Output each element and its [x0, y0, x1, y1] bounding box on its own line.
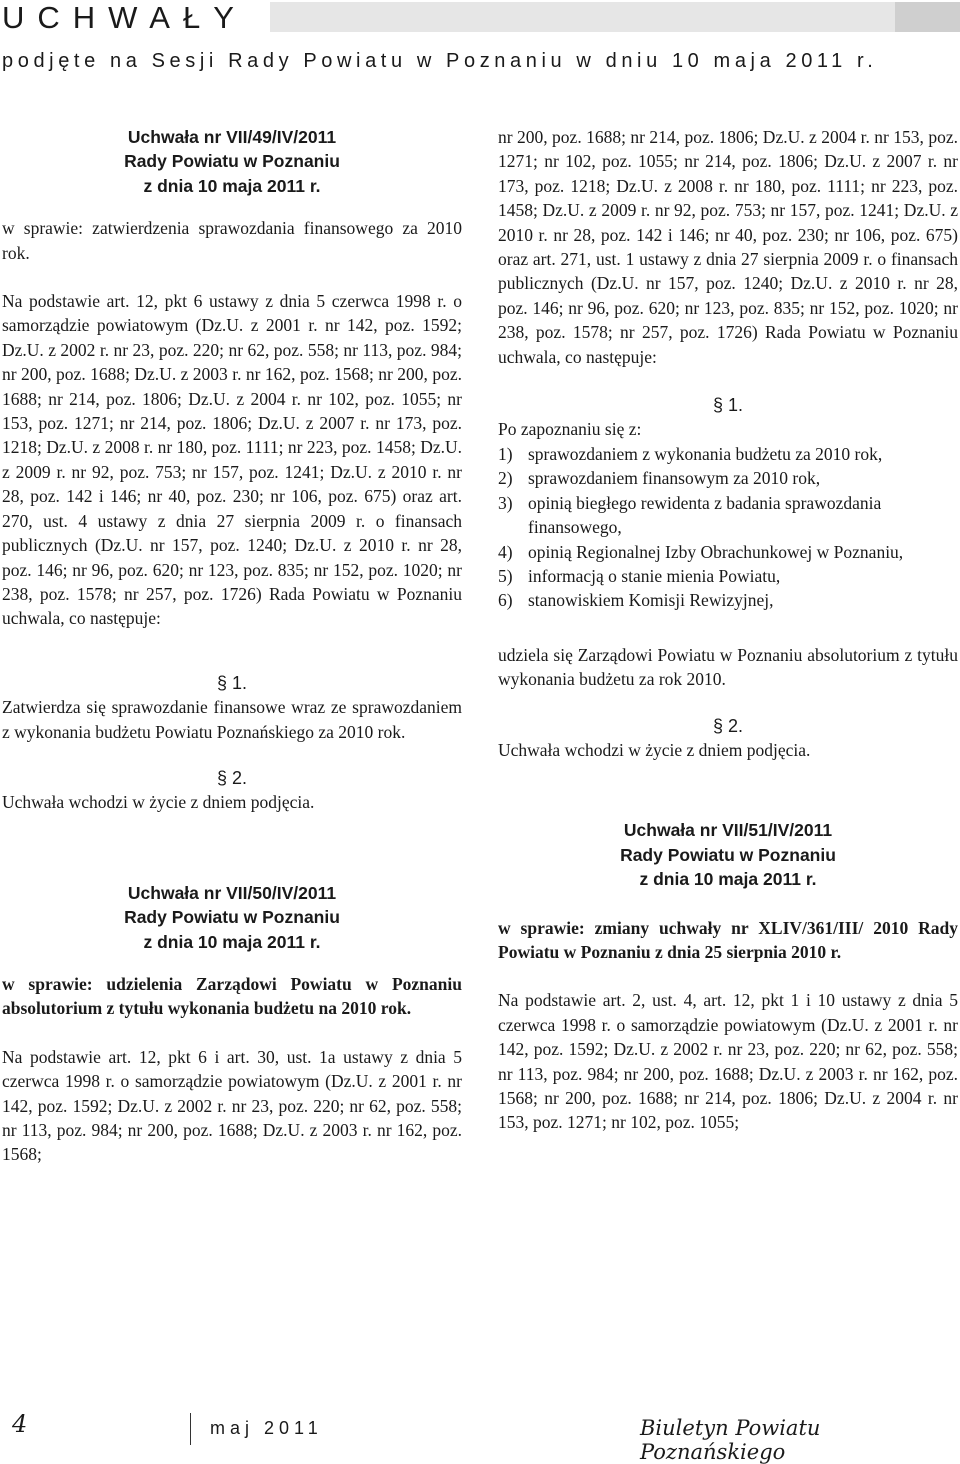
resolution-heading: z dnia 10 maja 2011 r. [143, 931, 321, 952]
legal-basis-continued: nr 200, poz. 1688; nr 214, poz. 1806; Dz.U. z 2004 r. nr 153, poz. 1271; nr 102, poz. 1055; nr 214, poz. 1806; Dz.U. z 2007 r. nr 173, poz. 1218; Dz.U. z 2008 r. nr 180, poz. 1111; nr 223, poz. 1458; Dz.U. z 2009 r. nr 92, poz. 753; nr 157, poz. 1241; Dz.U. z 2010 r. nr 28, poz. 142 i 146; nr 40, poz. 230; nr 106, poz. 675) oraz art. 271, ust. 1 ustawy z dnia 27 sierpnia 2009 r. o finansach publicznych (Dz.U. nr 157, poz. 1240; Dz.U. z 2010 r. nr 28, poz. 146; nr 96, poz. 620; nr 123, poz. 835; nr 152, poz. 1020; nr 238, poz. 1578; nr 257, poz. 1726) Rada Powiatu w Poznaniu uchwala, co następuje: [498, 127, 958, 367]
section-text: Zatwierdza się sprawozdanie finansowe wraz ze sprawozdaniem z wykonania budżetu Powiatu Poznańskiego za 2010 rok. [2, 697, 462, 742]
section-1: § 1. [216, 672, 248, 693]
resolution-heading: Uchwała nr VII/49/IV/2011 [127, 127, 337, 147]
resolution-heading: Uchwała nr VII/51/IV/2011 [623, 820, 833, 841]
left-column [2, 125, 462, 1167]
list-item: 5) informacją o stanie mienia Powiatu, [498, 565, 781, 586]
item-list [498, 442, 958, 613]
right-column [498, 125, 958, 1135]
resolution-subject: w sprawie: zatwierdzenia sprawozdania finansowego za 2010 rok. [2, 218, 462, 263]
resolution-subject: w sprawie: zmiany uchwały nr XLIV/361/III/ 2010 Rady Powiatu w Poznaniu z dnia 25 sierpnia 2010 r. [498, 917, 958, 962]
legal-basis: Na podstawie art. 2, ust. 4, art. 12, pkt 1 i 10 ustawy z dnia 5 czerwca 1998 r. o samorządzie powiatowym (Dz.U. z 2001 r. nr 142, poz. 1592; Dz.U. z 2002 r. nr 23, poz. 220; nr 62, poz. 558; nr 113, poz. 984; nr 200, poz. 1688; Dz.U. z 2003 r. nr 162, poz. 1568; nr 200, poz. 1688; nr 214, poz. 1806; Dz.U. z 2004 r. nr 153, poz. 1271; nr 102, poz. 1055; [498, 990, 958, 1133]
header-bar-accent [895, 2, 960, 32]
resolution-heading: Rady Powiatu w Poznaniu [620, 844, 836, 865]
legal-basis: Na podstawie art. 12, pkt 6 i art. 30, ust. 1a ustawy z dnia 5 czerwca 1998 r. o samorządzie powiatowym (Dz.U. z 2001 r. nr 142, poz. 1592; Dz.U. z 2002 r. nr 23, poz. 220; nr 62, poz. 558; nr 113, poz. 984; nr 200, poz. 1688; Dz.U. z 2003 r. nr 162, poz. 1568; [2, 1046, 462, 1165]
list-item: 2) sprawozdaniem finansowym za 2010 rok, [498, 468, 821, 489]
resolution-heading: z dnia 10 maja 2011 r. [143, 175, 321, 196]
list-item: 3) opinią biegłego rewidenta z badania sprawozdania finansowego, [498, 492, 882, 538]
header-bar [270, 2, 960, 32]
page-title: UCHWAŁY [2, 0, 247, 35]
section-2: § 2. [216, 767, 248, 788]
section-2: § 2. [712, 715, 744, 736]
resolution-heading: Rady Powiatu w Poznaniu [124, 907, 340, 928]
legal-basis: Na podstawie art. 12, pkt 6 ustawy z dnia 5 czerwca 1998 r. o samorządzie powiatowym (Dz.U. z 2001 r. nr 142, poz. 1592; Dz.U. z 2002 r. nr 23, poz. 220; nr 62, poz. 558; nr 113, poz. 984; nr 200, poz. 1688; Dz.U. z 2003 r. nr 162, poz. 1568; nr 200, poz. 1688; nr 214, poz. 1806; Dz.U. z 2004 r. nr 102, poz. 1055; nr 153, poz. 1271; nr 214, poz. 1806; Dz.U. z 2007 r. nr 173, poz. 1218; Dz.U. z 2008 r. nr 180, poz. 1111; nr 223, poz. 1458; Dz.U. z 2009 r. nr 92, poz. 753; nr 157, poz. 1241; Dz.U. z 2010 r. nr 28, poz. 142 i 146; nr 40, poz. 230; nr 106, poz. 675) oraz art. 270, ust. 4 ustawy z dnia 27 sierpnia 2009 r. o finansach publicznych (Dz.U. nr 157, poz. 1240; Dz.U. z 2010 r. nr 28, poz. 146; nr 96, poz. 620; nr 123, poz. 835; nr 152, poz. 1020; nr 238, poz. 1578; nr 257, poz. 1726) Rada Powiatu w Poznaniu uchwala, co następuje: [2, 291, 462, 629]
list-item: 4) opinią Regionalnej Izby Obrachunkowej w Poznaniu, [498, 541, 904, 562]
page-number: 4 [12, 1410, 28, 1438]
resolution-heading: z dnia 10 maja 2011 r. [639, 869, 817, 890]
footer-month: maj 2011 [210, 1418, 323, 1438]
list-item: 6) stanowiskiem Komisji Rewizyjnej, [498, 590, 774, 611]
list-item: 1) sprawozdaniem z wykonania budżetu za 2010 rok, [498, 443, 883, 464]
section-text: Uchwała wchodzi w życie z dniem podjęcia. [498, 739, 811, 760]
section-text: Uchwała wchodzi w życie z dniem podjęcia. [2, 792, 315, 813]
section-text: udziela się Zarządowi Powiatu w Poznaniu absolutorium z tytułu wykonania budżetu za rok 2010. [498, 644, 958, 690]
publication-name: Biuletyn Powiatu Poznańskiego [640, 1416, 821, 1464]
page-subtitle: podjęte na Sesji Rady Powiatu w Poznaniu w dniu 10 maja 2011 r. [2, 50, 878, 72]
resolution-heading: Uchwała nr VII/50/IV/2011 [127, 882, 337, 903]
resolution-heading: Rady Powiatu w Poznaniu [124, 151, 340, 172]
section-intro: Po zapoznaniu się z: [498, 419, 642, 440]
footer-divider [190, 1413, 191, 1445]
resolution-subject: w sprawie: udzielenia Zarządowi Powiatu w Poznaniu absolutorium z tytułu wykonania budżetu na 2010 rok. [2, 973, 462, 1019]
section-1: § 1. [712, 395, 744, 416]
